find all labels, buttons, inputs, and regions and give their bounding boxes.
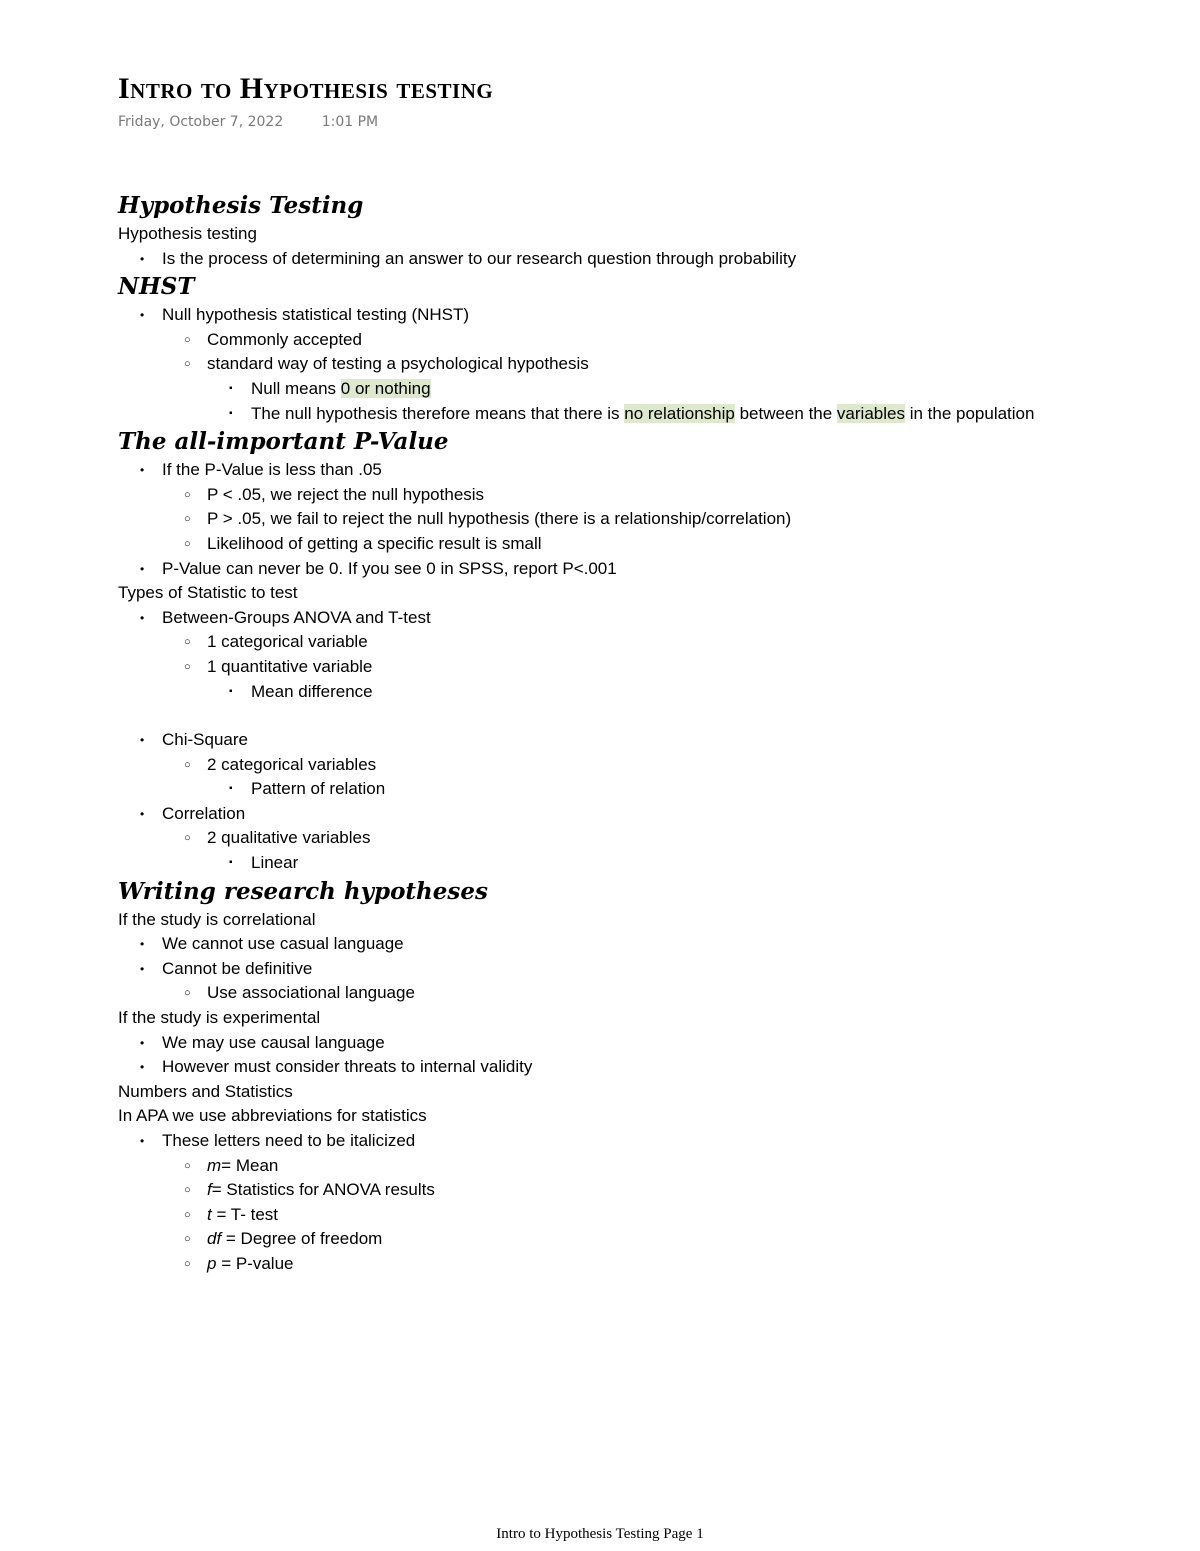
line-text: 1 quantitative variable bbox=[207, 656, 373, 676]
italic-text: p bbox=[207, 1253, 217, 1273]
page-date: Friday, October 7, 2022 bbox=[118, 114, 284, 130]
line-text: Correlation bbox=[162, 803, 246, 823]
line-text: P < .05, we reject the null hypothesis bbox=[207, 484, 485, 504]
line-text: If the study is correlational bbox=[118, 909, 316, 929]
list-item bbox=[118, 1227, 1198, 1252]
text-segment: = T- test bbox=[211, 1204, 279, 1224]
italic-text: f bbox=[207, 1180, 212, 1200]
bullet-icon: ○ bbox=[184, 636, 191, 649]
line-text: Linear bbox=[251, 853, 299, 873]
list-item bbox=[118, 1154, 1198, 1179]
line-text: 1 categorical variable bbox=[207, 632, 368, 652]
list-item bbox=[118, 1055, 1198, 1080]
bullet-icon: ○ bbox=[184, 660, 191, 673]
text-segment: = Degree of freedom bbox=[221, 1229, 383, 1249]
list-item bbox=[118, 303, 1198, 328]
highlighted-text: no relationship bbox=[624, 403, 735, 423]
list-item bbox=[118, 932, 1198, 957]
section-heading: Hypothesis Testing bbox=[118, 192, 364, 219]
line-text: If the P-Value is less than .05 bbox=[162, 460, 382, 480]
line-text: Hypothesis testing bbox=[118, 224, 257, 243]
bullet-icon: ○ bbox=[184, 537, 191, 550]
list-item bbox=[118, 753, 1198, 778]
line-text: Cannot be definitive bbox=[162, 958, 313, 978]
bullet-icon: ▪ bbox=[229, 382, 233, 394]
line-text: Mean difference bbox=[251, 681, 373, 701]
line-text: P > .05, we fail to reject the null hypothesis (there is a relationship/correlation) bbox=[207, 509, 792, 529]
list-item bbox=[118, 1252, 1198, 1277]
line-text: Numbers and Statistics bbox=[118, 1081, 293, 1101]
bullet-icon: ○ bbox=[184, 513, 191, 526]
list-item bbox=[118, 957, 1198, 982]
bullet-icon: • bbox=[140, 610, 145, 625]
page-timestamp bbox=[118, 114, 378, 130]
text-line bbox=[118, 1006, 1198, 1031]
bullet-icon: • bbox=[140, 561, 145, 576]
list-item bbox=[118, 352, 1198, 377]
line-text: Is the process of determining an answer to our research question through probability bbox=[162, 248, 797, 268]
list-item bbox=[118, 458, 1198, 483]
list-item bbox=[118, 483, 1198, 508]
text-segment: Null means bbox=[251, 378, 341, 398]
line-text: Pattern of relation bbox=[251, 779, 386, 799]
section-heading: NHST bbox=[118, 273, 195, 301]
list-item bbox=[118, 1203, 1198, 1228]
list-item bbox=[118, 680, 1198, 705]
text-segment: in the population bbox=[904, 403, 1035, 423]
bullet-icon: ○ bbox=[184, 1208, 191, 1221]
text-line bbox=[118, 1104, 1198, 1129]
line-text: We may use causal language bbox=[162, 1032, 385, 1052]
line-text: However must consider threats to internal validity bbox=[162, 1057, 533, 1077]
bullet-icon: • bbox=[140, 937, 145, 952]
text-line bbox=[118, 1080, 1198, 1105]
line-text: Types of Statistic to test bbox=[118, 583, 298, 603]
highlighted-text: 0 or nothing bbox=[340, 378, 431, 398]
list-item bbox=[118, 826, 1198, 851]
highlighted-text: variables bbox=[836, 403, 905, 423]
italic-text: m bbox=[207, 1155, 222, 1175]
bullet-icon: ○ bbox=[184, 1233, 191, 1246]
bullet-icon: ▪ bbox=[229, 685, 233, 697]
list-item bbox=[118, 1031, 1198, 1056]
page-footer: Intro to Hypothesis Testing Page 1 bbox=[496, 1526, 704, 1542]
text-line bbox=[118, 581, 1198, 606]
bullet-icon: ○ bbox=[184, 987, 191, 1000]
bullet-icon: ○ bbox=[184, 832, 191, 845]
bullet-icon: • bbox=[140, 733, 145, 748]
text-segment: between the bbox=[734, 403, 837, 423]
line-text: P-Value can never be 0. If you see 0 in SPSS, report P<.001 bbox=[162, 558, 617, 578]
bullet-icon: • bbox=[140, 1134, 145, 1148]
line-text: 2 categorical variables bbox=[207, 754, 377, 774]
text-line bbox=[118, 908, 1198, 933]
bullet-icon: • bbox=[140, 251, 145, 266]
list-item bbox=[118, 1129, 1198, 1154]
bullet-icon: • bbox=[140, 806, 145, 821]
section-heading: The all-important P-Value bbox=[118, 428, 449, 456]
list-item bbox=[118, 557, 1198, 582]
page-title: Intro to Hypothesis testing bbox=[118, 72, 494, 105]
line-text: Between-Groups ANOVA and T-test bbox=[162, 607, 431, 627]
list-item bbox=[118, 728, 1198, 753]
text-segment: = P-value bbox=[216, 1253, 294, 1273]
list-item bbox=[118, 655, 1198, 680]
list-item bbox=[118, 630, 1198, 655]
blank-line bbox=[118, 704, 1198, 728]
text-line bbox=[118, 222, 1198, 247]
text-segment: = Statistics for ANOVA results bbox=[211, 1180, 435, 1200]
list-item bbox=[118, 851, 1198, 876]
bullet-icon: ○ bbox=[184, 1184, 191, 1197]
line-text: These letters need to be italicized bbox=[162, 1131, 416, 1150]
line-text: We cannot use casual language bbox=[162, 934, 404, 954]
line-text: Chi-Square bbox=[162, 730, 248, 750]
list-item bbox=[118, 402, 1198, 427]
line-text: Likelihood of getting a specific result is small bbox=[207, 533, 542, 553]
bullet-icon: ▪ bbox=[229, 407, 233, 419]
bullet-icon: ○ bbox=[184, 1257, 191, 1270]
page-time: 1:01 PM bbox=[321, 114, 379, 130]
line-text: 2 qualitative variables bbox=[207, 828, 371, 848]
line-text: In APA we use abbreviations for statistics bbox=[118, 1106, 427, 1126]
list-item bbox=[118, 377, 1198, 402]
bullet-icon: ○ bbox=[184, 758, 191, 771]
bullet-icon: • bbox=[140, 463, 145, 478]
list-item bbox=[118, 328, 1198, 353]
text-segment: = Mean bbox=[221, 1155, 279, 1175]
bullet-icon: • bbox=[140, 308, 145, 323]
list-item bbox=[118, 532, 1198, 557]
bullet-icon: ○ bbox=[184, 1159, 191, 1172]
note-body bbox=[118, 190, 1198, 1277]
line-text: Commonly accepted bbox=[207, 329, 362, 349]
bullet-icon: ○ bbox=[184, 358, 191, 371]
list-item bbox=[118, 802, 1198, 827]
bullet-icon: • bbox=[140, 1060, 145, 1075]
list-item bbox=[118, 606, 1198, 631]
bullet-icon: ▪ bbox=[229, 783, 233, 795]
bullet-icon: ○ bbox=[184, 333, 191, 346]
line-text: Use associational language bbox=[207, 983, 415, 1003]
line-text: Null hypothesis statistical testing (NHST) bbox=[162, 305, 470, 325]
bullet-icon: ○ bbox=[184, 488, 191, 501]
list-item bbox=[118, 777, 1198, 802]
italic-text: t bbox=[207, 1204, 212, 1224]
text-segment: The null hypothesis therefore means that there is bbox=[251, 403, 625, 423]
list-item bbox=[118, 981, 1198, 1006]
list-item bbox=[118, 247, 1198, 272]
italic-text: df bbox=[207, 1229, 222, 1249]
list-item bbox=[118, 1178, 1198, 1203]
section-heading: Writing research hypotheses bbox=[118, 877, 488, 905]
bullet-icon: • bbox=[140, 961, 145, 976]
line-text: If the study is experimental bbox=[118, 1008, 321, 1028]
list-item bbox=[118, 507, 1198, 532]
line-text: standard way of testing a psychological hypothesis bbox=[207, 354, 589, 374]
bullet-icon: ▪ bbox=[229, 857, 233, 869]
bullet-icon: • bbox=[140, 1035, 145, 1050]
